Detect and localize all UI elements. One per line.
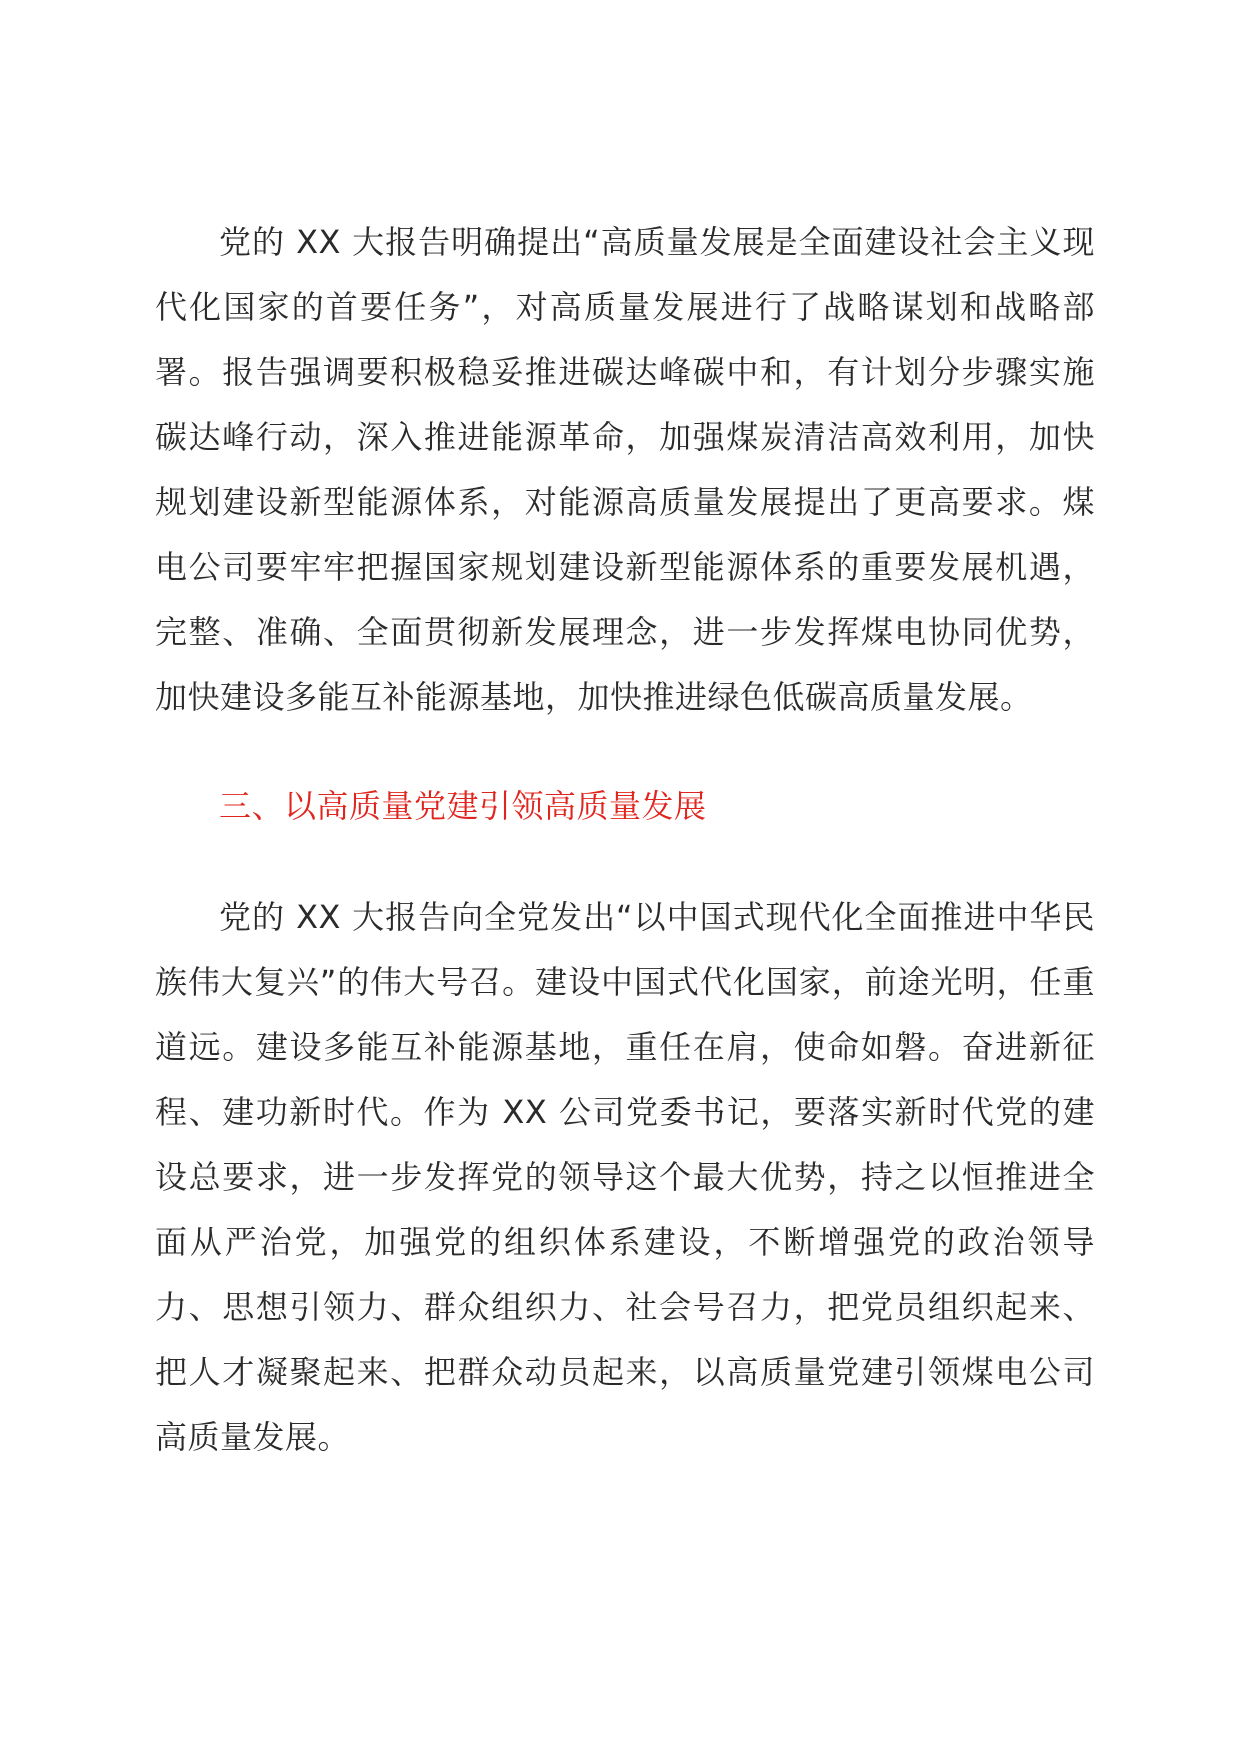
paragraph-development-tasks: 党的 XX 大报告明确提出“高质量发展是全面建设社会主义现代化国家的首要任务”，对高质量发展进行了战略谋划和战略部署。报告强调要积极稳妥推进碳达峰碳中和，有计划分步骤实施碳达峰行动，深入推进能源革命，加强煤炭清洁高效利用，加快规划建设新型能源体系，对能源高质量发展提出了更高要求。煤电公司要牢牢把握国家规划建设新型能源体系的重要发展机遇，完整、准确、全面贯彻新发展理念，进一步发挥煤电协同优势，加快建设多能互补能源基地，加快推进绿色低碳高质量发展。 [155,223,1095,716]
section-heading: 三、以高质量党建引领高质量发展 [219,787,707,825]
paragraph-party-building: 党的 XX 大报告向全党发出“以中国式现代化全面推进中华民族伟大复兴”的伟大号召。建设中国式代化国家，前途光明，任重道远。建设多能互补能源基地，重任在肩，使命如磐。奋进新征程、建功新时代。作为 XX 公司党委书记，要落实新时代党的建设总要求，进一步发挥党的领导这个最大优势，持之以恒推进全面从严治党，加强党的组织体系建设，不断增强党的政治领导力、思想引领力、群众组织力、社会号召力，把党员组织起来、把人才凝聚起来、把群众动员起来，以高质量党建引领煤电公司高质量发展。 [155,898,1095,1456]
document-body [155,210,1095,1470]
